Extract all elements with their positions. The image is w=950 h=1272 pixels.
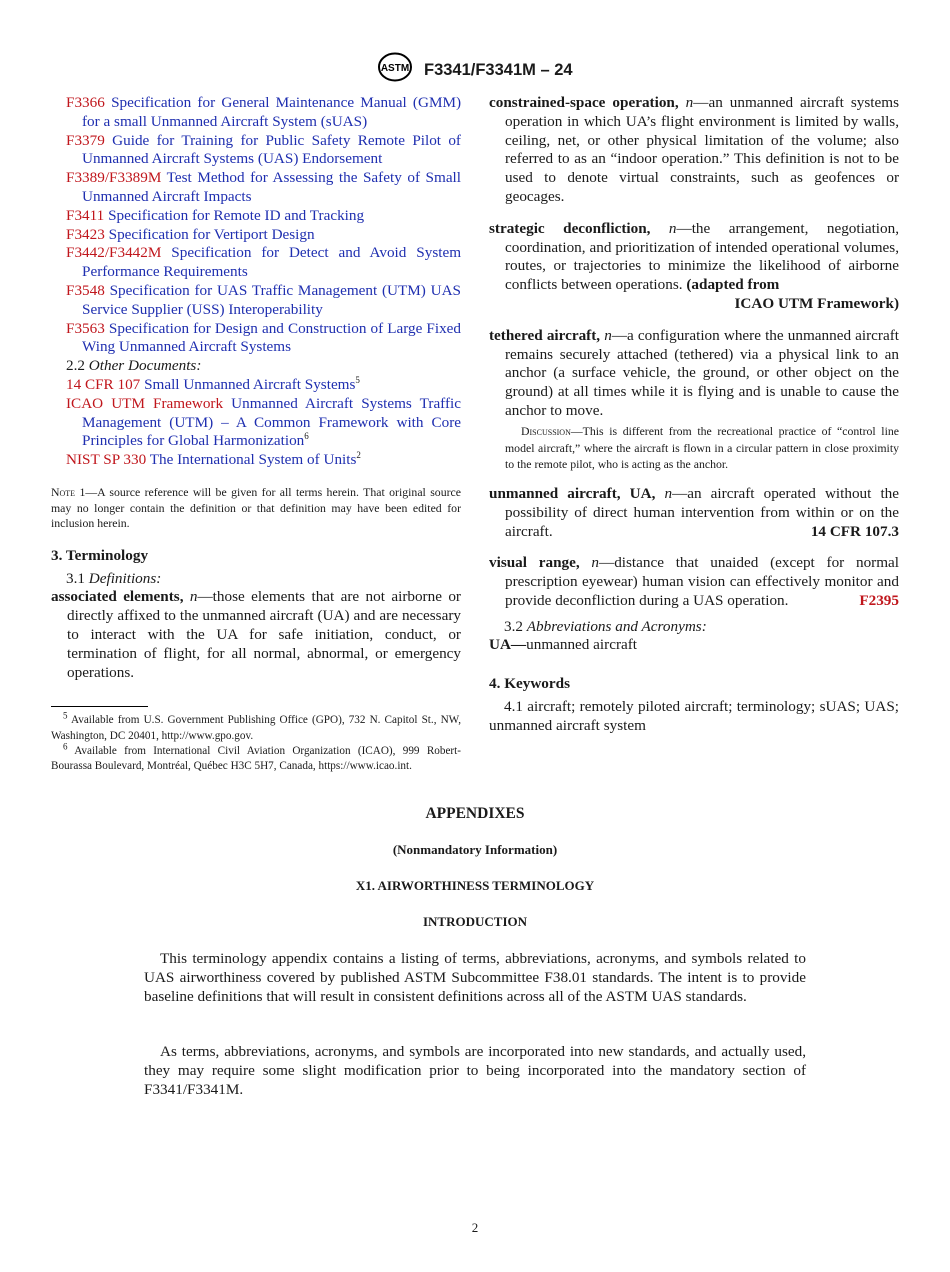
- reference-item[interactable]: F3411 Specification for Remote ID and Tracking: [66, 206, 365, 224]
- left-column: [51, 94, 461, 774]
- definition-strategic-deconfliction: strategic deconfliction, n—the arrangement, negotiation, coordination, and prioritization of intended operational volumes, routes, or trajectories to minimize the likelihood of airborne conflicts between operations. (adapted from: [489, 219, 900, 294]
- reference-item[interactable]: ICAO UTM Framework Unmanned Aircraft Systems Traffic Management (UTM) – A Common Framework with Core Principles for Global Harmonization$^6$: [66, 394, 461, 450]
- definition-tethered-aircraft: tethered aircraft, n—a configuration where the unmanned aircraft remains securely attached (tethered) via a physical link to an anchor (a surface vehicle, the ground, or other object on the ground) at all times while it is flying and is unable to cause the anchor to move.: [489, 326, 900, 419]
- footnote: $^5$ Available from U.S. Government Publishing Office (GPO), 732 N. Capitol St., NW, Washington, DC 20401, http://www.gpo.gov.: [51, 710, 461, 742]
- intro-paragraph-1: This terminology appendix contains a listing of terms, abbreviations, acronyms, and symbols related to UAS airworthiness covered by published ASTM Subcommittee F38.01 standards. The intent is to provide baseline definitions that will result in consistent definitions across all of the ASTM UAS standards.: [144, 950, 806, 1005]
- visual-range-source[interactable]: F2395: [859, 591, 899, 609]
- strategic-source: ICAO UTM Framework): [734, 294, 899, 312]
- section-3-heading: 3. Terminology: [51, 546, 149, 564]
- right-column: [489, 94, 899, 736]
- abbreviations-heading: 3.2 Abbreviations and Acronyms:: [504, 617, 707, 635]
- reference-item[interactable]: F3548 Specification for UAS Traffic Management (UTM) UAS Service Supplier (USS) Interoperability: [66, 281, 461, 318]
- footnotes: [51, 710, 461, 774]
- definition-unmanned-aircraft: unmanned aircraft, UA, n—an aircraft operated without the possibility of direct human intervention from within or on the aircraft.: [489, 485, 899, 540]
- reference-item[interactable]: F3563 Specification for Design and Construction of Large Fixed Wing Unmanned Aircraft Systems: [66, 319, 462, 356]
- footnote: $^6$ Available from International Civil Aviation Organization (ICAO), 999 Robert-Bourassa Boulevard, Montréal, Québec H3C 5H7, Canada, https://www.icao.int.: [51, 740, 461, 772]
- reference-item[interactable]: NIST SP 330 The International System of Units$^2$: [66, 450, 361, 469]
- definition-constrained-space: constrained-space operation, n—an unmanned aircraft systems operation in which UA’s flight environment is limited by walls, ceiling, net, or other physical limitation of the volume; also referred to as an “indoor operation.” This definition is not to be used to denote virtual constraints, such as geofences or geocages.: [489, 94, 899, 205]
- definition-associated-elements: associated elements, n—those elements that are not airborne or directly affixed to the unmanned aircraft (UA) and are necessary to interact with the UA for safe initiation, conduct, or termination of flight, for all normal, abnormal, or emergency operations.: [51, 588, 461, 681]
- section-4-heading: 4. Keywords: [489, 675, 570, 693]
- reference-item[interactable]: F3442/F3442M Specification for Detect and Avoid System Performance Requirements: [66, 244, 462, 281]
- reference-item[interactable]: F3389/F3389M Test Method for Assessing the Safety of Small Unmanned Aircraft Impacts: [66, 169, 462, 205]
- other-documents-heading: 2.2 Other Documents:: [66, 357, 202, 375]
- reference-item[interactable]: F3379 Guide for Training for Public Safety Remote Pilot of Unmanned Aircraft Systems (UAS) Endorsement: [66, 131, 461, 168]
- discussion-note: Discussion—This is different from the recreational practice of “control line model aircraft,” where the aircraft is flown in a circular pattern in close proximity to the remote pilot, who is acting as the anchor.: [505, 423, 899, 472]
- introduction-heading: INTRODUCTION: [422, 914, 527, 929]
- reference-item[interactable]: 14 CFR 107 Small Unmanned Aircraft Systems$^5$: [66, 374, 360, 393]
- x1-heading: X1. AIRWORTHINESS TERMINOLOGY: [355, 878, 595, 893]
- reference-item[interactable]: F3423 Specification for Vertiport Design: [66, 225, 315, 243]
- reference-list: [51, 94, 461, 357]
- astm-logo-icon: [377, 52, 413, 89]
- page-number: 2: [471, 1220, 479, 1235]
- appendix-subtitle: (Nonmandatory Information): [392, 842, 558, 857]
- svg-text:ASTM: ASTM: [381, 63, 410, 74]
- page-header: [0, 52, 950, 89]
- ua-source: 14 CFR 107.3: [810, 522, 899, 540]
- keywords-text: 4.1 aircraft; remotely piloted aircraft; terminology; sUAS; UAS; unmanned aircraft system: [489, 697, 900, 734]
- footnote-rule: [51, 706, 148, 707]
- definition-visual-range: visual range, n—distance that unaided (except for normal prescription eyewear) human vision can effectively monitor and provide deconfliction during a UAS operation.: [489, 554, 900, 609]
- designation: F3341/F3341M – 24: [423, 60, 573, 79]
- abbreviation-ua: UA—unmanned aircraft: [489, 636, 638, 654]
- intro-paragraph-2: As terms, abbreviations, acronyms, and symbols are incorporated into new standards, and actually used, they may require some slight modification prior to being incorporated into the mandatory section of F3341/F3341M.: [144, 1043, 806, 1098]
- appendix-title: APPENDIXES: [425, 805, 525, 822]
- reference-item[interactable]: F3366 Specification for General Maintenance Manual (GMM) for a small Unmanned Aircraft System (sUAS): [66, 94, 462, 130]
- note-1: Note 1—A source reference will be given for all terms herein. That original source may no longer contain the definition or that definition may have been edited for inclusion herein.: [51, 484, 462, 531]
- definitions-heading: 3.1 Definitions:: [66, 569, 162, 587]
